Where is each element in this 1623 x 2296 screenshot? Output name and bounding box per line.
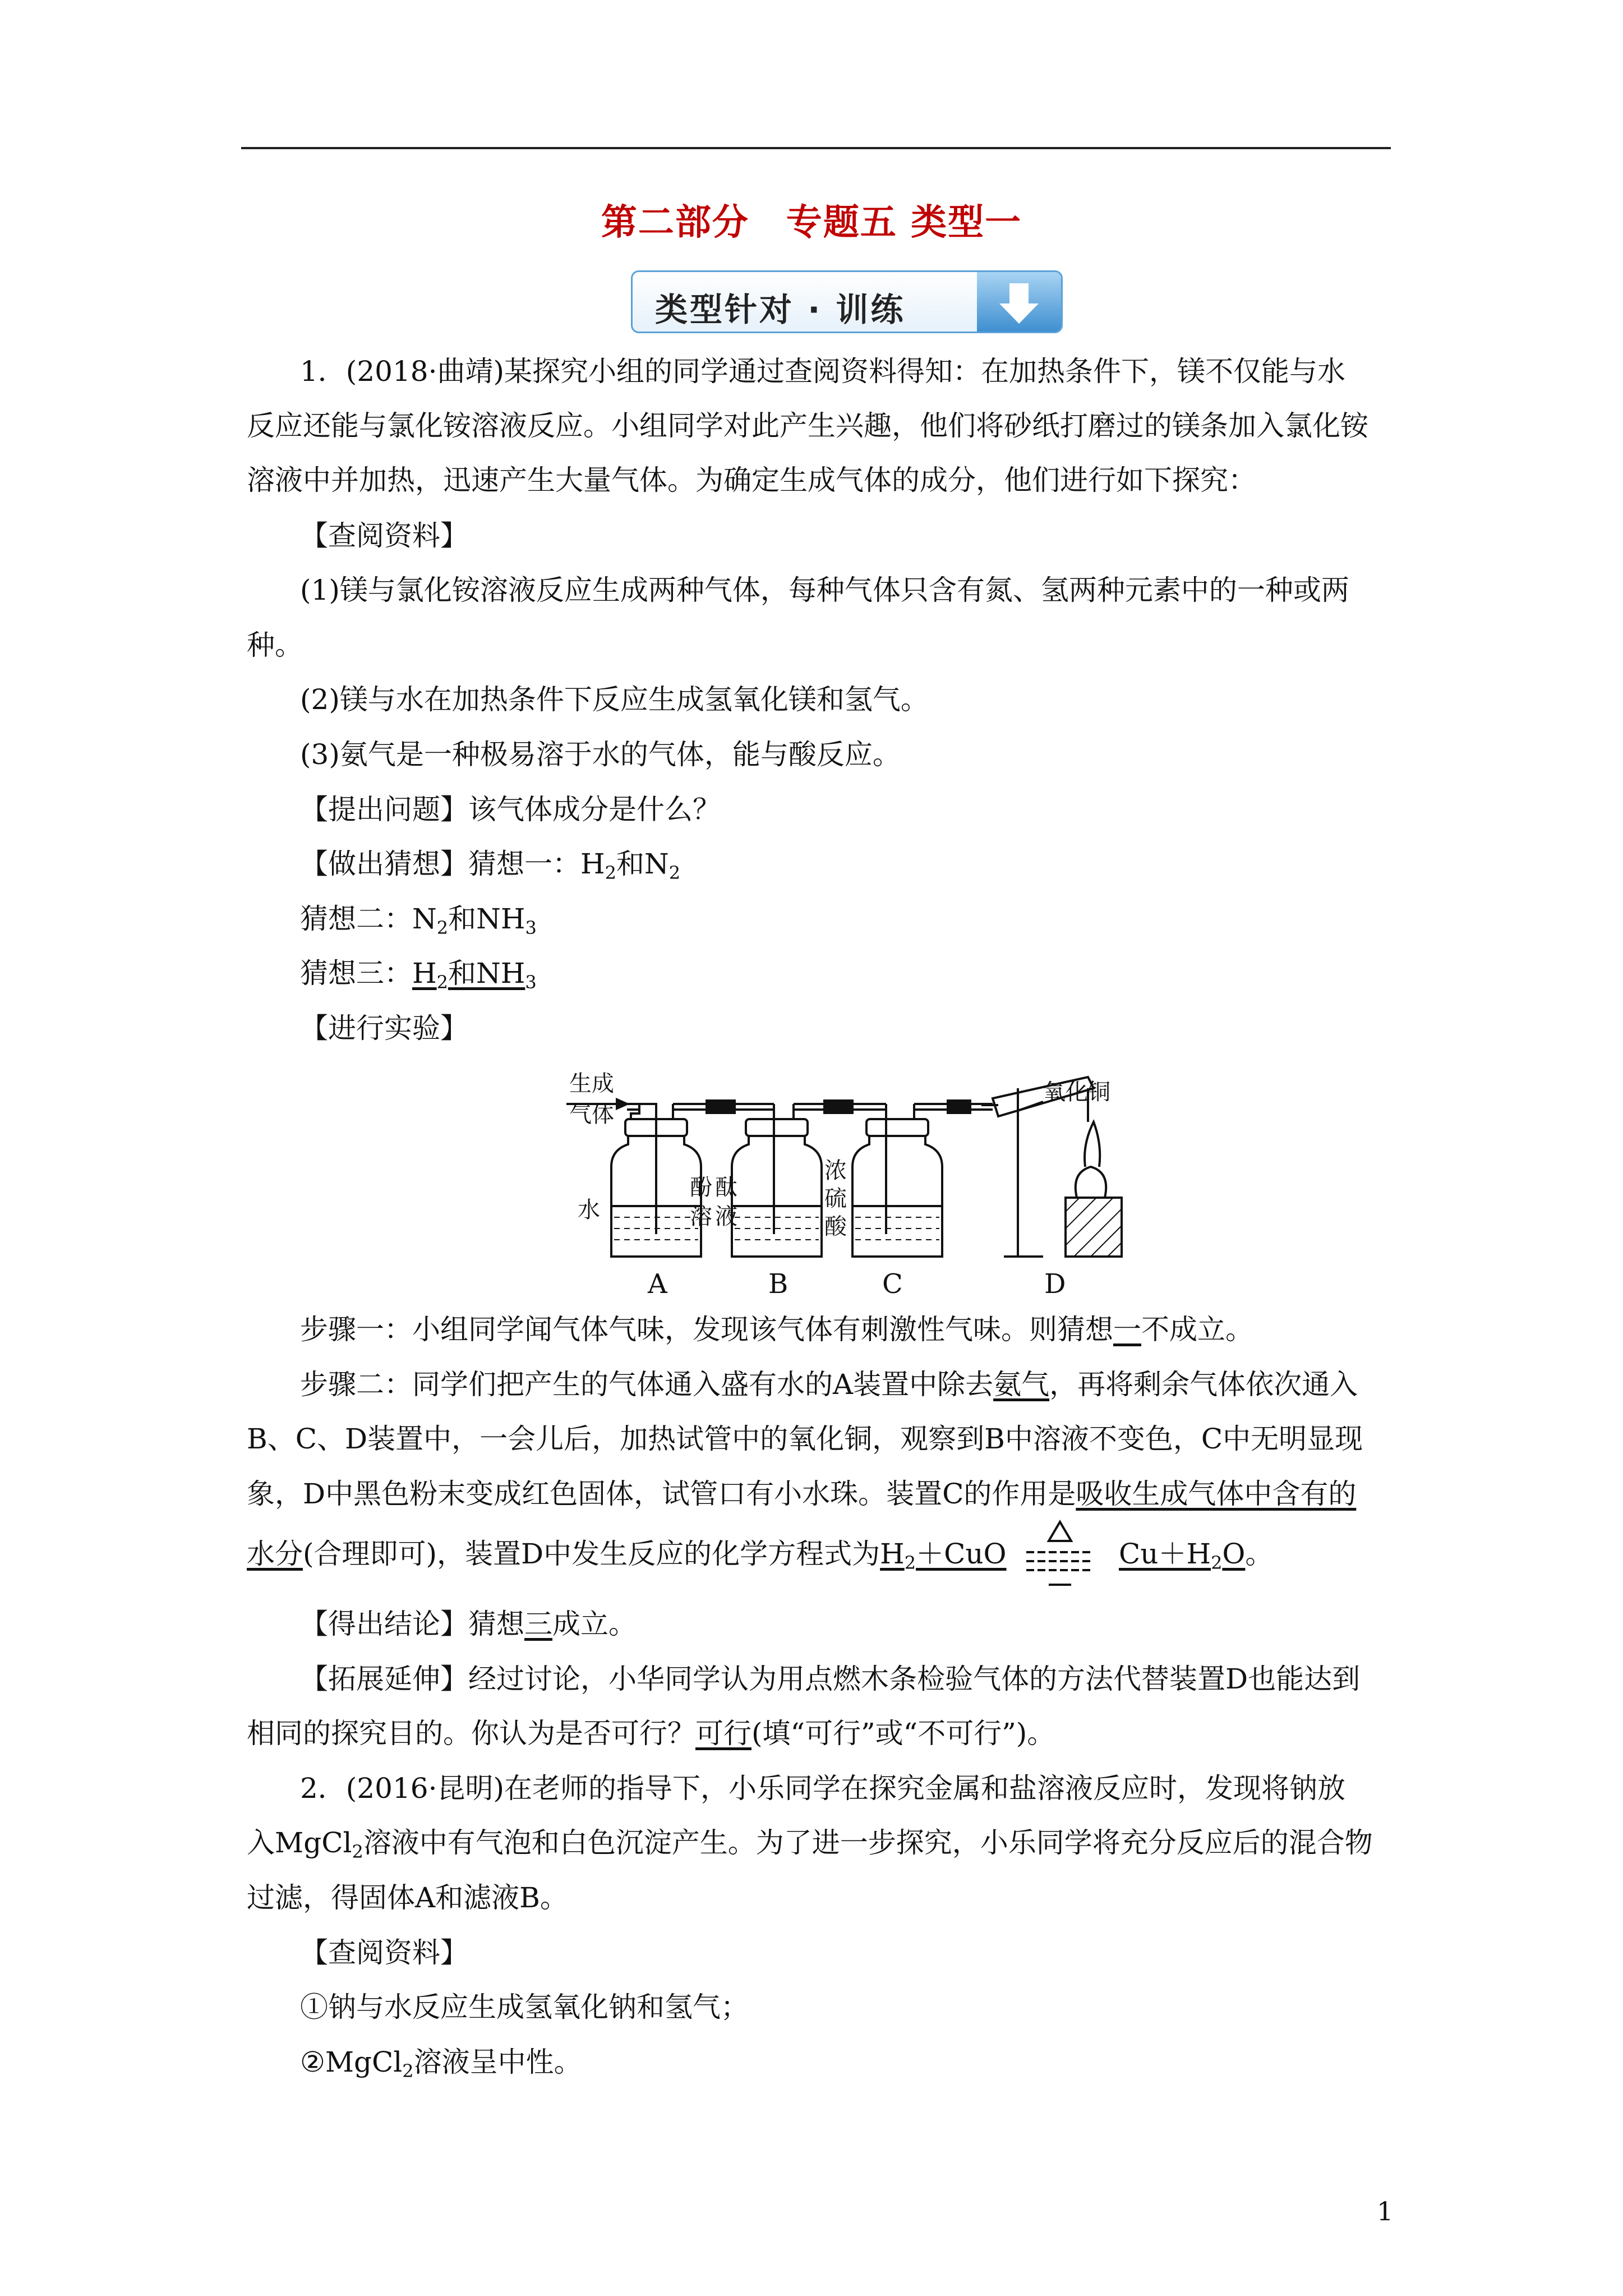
q2-line2-post: 溶液中有气泡和白色沉淀产生。为了进一步探究，小乐同学将充分反应后的混合物 [363,1826,1373,1859]
q1-guess-1: 【做出猜想】猜想一：$H_2$和$N_2$ [300,848,681,884]
q1-line-1: 1．(2018·曲靖)某探究小组的同学通过查阅资料得知：在加热条件下，镁不仅能与水 [300,355,1345,388]
step2-text: 步骤二：同学们把产生的气体通入盛有水的A装置中除去 [300,1368,994,1401]
q1-question: 【提出问题】该气体成分是什么？ [300,793,721,826]
label-acid-1: 浓 [824,1158,847,1184]
q2-ref2-pre: ②MgCl [300,2046,403,2078]
guess-1-label: 【做出猜想】猜想一： [300,848,580,880]
label-cuo: 氧化铜 [1043,1079,1110,1105]
q1-guess-3 [300,956,537,999]
label-acid-3: 酸 [824,1214,847,1240]
label-gas-1: 生成 [569,1071,614,1097]
equation-condition [1021,1517,1099,1590]
label-phenol-1: 酚 [690,1175,712,1200]
q1-step-2d [247,1537,1007,1580]
q2-line-2: 入MgCl$_2$溶液中有气泡和白色沉淀产生。为了进一步探究，小乐同学将充分反应后的混合物 [247,1826,1373,1862]
q2-ref2-post: 溶液呈中性。 [413,2046,582,2078]
apparatus-figure [555,1066,1161,1301]
guess-3-label: 猜想三： [300,957,412,990]
guess-2-label: 猜想二： [300,903,412,935]
q1-line-3: 溶液中并加热，迅速产生大量气体。为确定生成气体的成分，他们进行如下探究： [247,464,1256,496]
page-number: 1 [1377,2196,1394,2226]
label-phenol-4: 液 [715,1204,737,1230]
q1-extension-2 [247,1717,1055,1750]
ext-answer: 可行 [695,1717,751,1750]
step2d-text: (合理即可)，装置D中发生反应的化学方程式为 [303,1538,880,1570]
q1-heading-chayue: 【查阅资料】 [300,519,468,552]
ext-tail: (填“可行”或“不可行”)。 [751,1717,1055,1750]
header-rule [241,147,1391,149]
page-title: 第二部分 专题五 类型一 [601,202,1022,243]
q1-heading-experiment: 【进行实验】 [300,1012,468,1045]
label-acid-2: 硫 [824,1186,847,1212]
ext-text: 相同的探究目的。你认为是否可行？ [247,1717,695,1750]
q1-ref-3: (3)氨气是一种极易溶于水的气体，能与酸反应。 [300,738,901,771]
q2-line-1: 2．(2016·昆明)在老师的指导下，小乐同学在探究金属和盐溶液反应时，发现将钠放 [300,1772,1345,1805]
label-water: 水 [578,1197,600,1223]
label-C: C [882,1268,903,1300]
step1-text: 步骤一：小组同学闻气体气味，发现该气体有刺激性气味。则猜想 [300,1313,1113,1346]
label-gas-2: 气体 [569,1102,614,1128]
label-B: B [768,1268,789,1300]
q2-ref-2: ②MgCl$_2$溶液呈中性。 [300,2046,582,2082]
label-D: D [1044,1268,1066,1300]
guess-3-answer: $H_2$和$NH_3$ [412,957,537,993]
step1-tail: 不成立。 [1141,1313,1253,1346]
equation-right: $Cu+H_2O$。 [1119,1538,1274,1573]
q1-step-2b: B、C、D装置中，一会儿后，加热试管中的氧化铜，观察到B中溶液不变色，C中无明显现 [247,1423,1363,1455]
conclusion-text: 【得出结论】猜想 [300,1608,524,1640]
q1-extension-1: 【拓展延伸】经过讨论，小华同学认为用点燃木条检验气体的方法代替装置D也能达到 [300,1663,1361,1695]
q1-step-2a [300,1368,1358,1401]
arrow-down-icon [977,272,1061,332]
q2-ref-1: ①钠与水反应生成氢氧化钠和氢气； [300,1991,749,2023]
banner-label: 类型针对 · 训练 [655,291,906,329]
q1-ref-1a: (1)镁与氯化铵溶液反应生成两种气体，每种气体只含有氮、氢两种元素中的一种或两 [300,574,1349,606]
equation-left: $H_2+CuO$ [880,1538,1007,1573]
step2c-text: 象，D中黑色粉末变成红色固体，试管口有小水珠。装置C的作用是 [247,1478,1076,1510]
label-A: A [648,1268,667,1300]
step2d-answer: 水分 [247,1538,303,1570]
conclusion-answer: 三 [524,1608,552,1640]
q1-step-2c [247,1477,1356,1511]
q1-conclusion [300,1607,637,1641]
q1-guess-2: 猜想二：$N_2$和$NH_3$ [300,903,537,938]
label-phenol-2: 酞 [715,1175,737,1200]
step2-answer: 氨气 [993,1368,1050,1401]
q1-step-1 [300,1313,1253,1346]
q2-heading-chayue: 【查阅资料】 [300,1936,468,1969]
step1-answer: 一 [1113,1313,1141,1346]
step2c-answer: 吸收生成气体中含有的 [1076,1478,1357,1510]
q2-line-3: 过滤，得固体A和滤液B。 [247,1881,568,1914]
q1-ref-1b: 种。 [247,629,303,661]
section-banner [631,270,1063,333]
step2-tail: ，再将剩余气体依次通入 [1049,1368,1358,1401]
q1-ref-2: (2)镁与水在加热条件下反应生成氢氧化镁和氢气。 [300,683,929,716]
label-phenol-3: 溶 [690,1204,712,1230]
q2-line2-pre: 入MgCl [247,1826,352,1859]
q1-line-2: 反应还能与氯化铵溶液反应。小组同学对此产生兴趣，他们将砂纸打磨过的镁条加入氯化铵 [247,409,1368,442]
conclusion-tail: 成立。 [552,1608,637,1640]
